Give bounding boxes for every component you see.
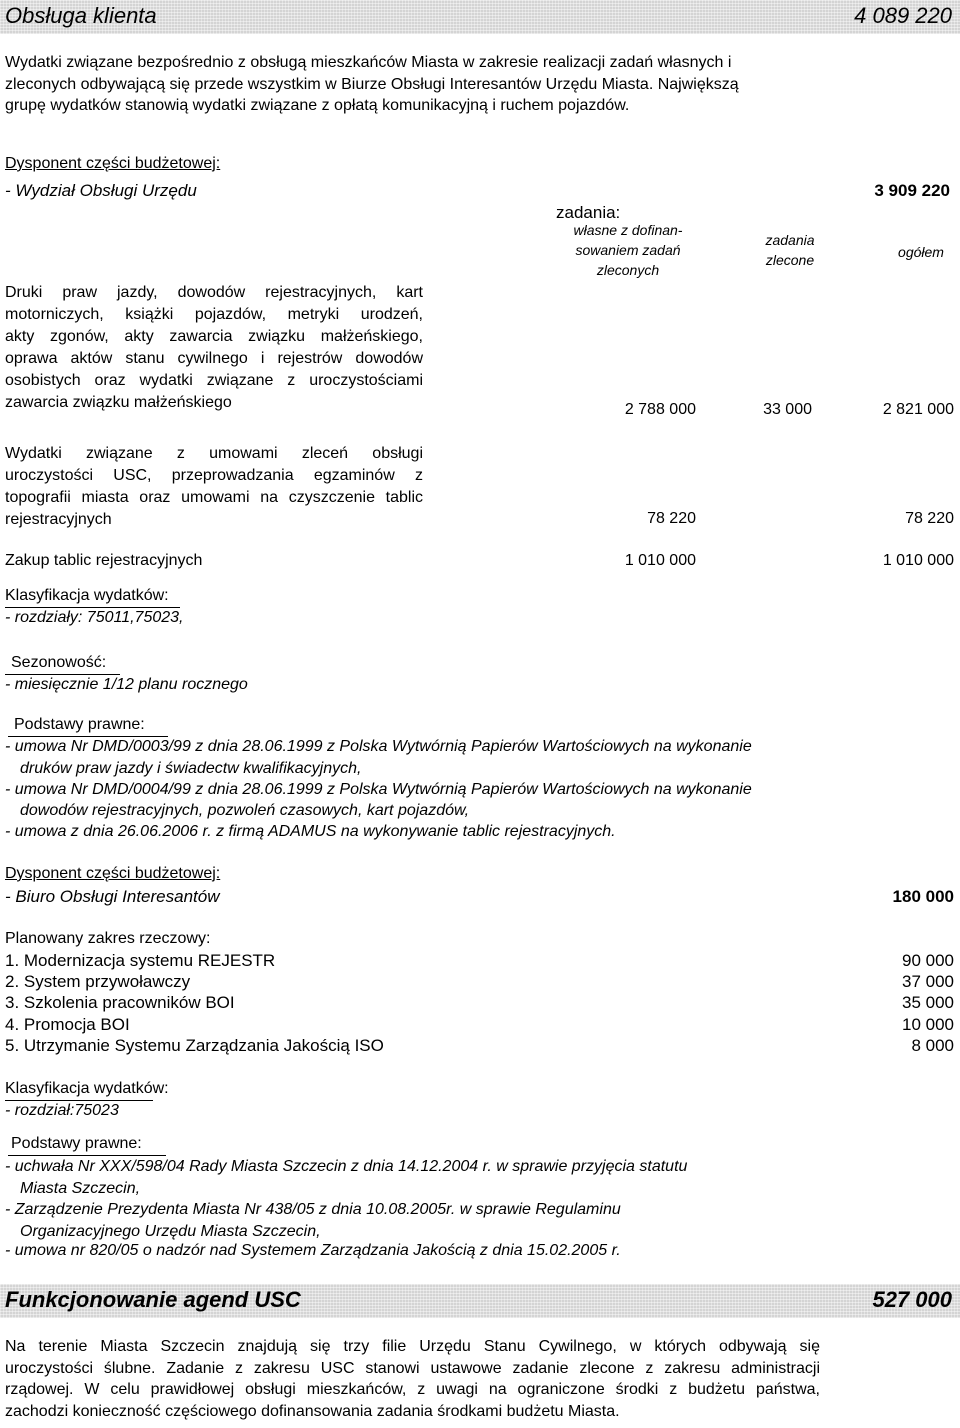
unit-amount: 180 000 <box>892 887 954 906</box>
intro-paragraph <box>5 52 935 117</box>
legal-basis-item: dowodów rejestracyjnych, pozwoleń czasowych, kart pojazdów, <box>20 802 470 819</box>
disponent-label: Dysponent części budżetowej: <box>5 865 221 882</box>
section-amount: 4 089 220 <box>854 3 952 28</box>
table-cell-own: 78 220 <box>647 510 696 527</box>
underline <box>8 1155 166 1156</box>
legal-basis-item: - umowa Nr DMD/0003/99 z dnia 28.06.1999 z Polska Wytwórnią Papierów Wartościowych na wykonanie <box>5 738 752 755</box>
intro-line: zleconych odbywającą się przede wszystkim w Biurze Obsługi Interesantów Urzędu Miasta. Największą <box>5 75 739 93</box>
table-row-description: Wydatki związane z umowami zleceń obsługi uroczystości USC, przeprowadzania egzaminów z topografii miasta oraz umowami na czyszczenie tablic rejestracyjnych <box>5 445 423 528</box>
underline <box>8 736 168 737</box>
intro-line: Wydatki związane bezpośrednio z obsługą mieszkańców Miasta w zakresie realizacji zadań własnych i <box>5 54 732 71</box>
table-row-description: Druki praw jazdy, dowodów rejestracyjnych, kart motorniczych, książki pojazdów, metryki urodzeń, akty zgonów, akty zawarcia związku małżeńskiego, oprawa aktów stanu cywilnego i rejestrów dowodów osobistych oraz wydatki związane z uroczystościami zawarcia związku małżeńskiego <box>5 284 423 411</box>
table-cell-commissioned: 33 000 <box>763 401 812 418</box>
table-row-description: Zakup tablic rejestracyjnych <box>5 552 203 569</box>
unit-amount: 3 909 220 <box>874 181 950 200</box>
plan-item-amount: 8 000 <box>911 1036 954 1055</box>
classification-label: Klasyfikacja wydatków: <box>5 1080 169 1097</box>
section-header-band <box>0 0 960 34</box>
table-cell-own: 1 010 000 <box>624 552 696 569</box>
plan-item-amount: 90 000 <box>902 951 954 970</box>
table-cell-total: 78 220 <box>905 510 954 527</box>
unit-name: - Biuro Obsługi Interesantów <box>5 887 220 906</box>
section-paragraph: Na terenie Miasta Szczecin znajdują się trzy filie Urzędu Stanu Cywilnego, w których odbywają się uroczystości ślubne. Zadanie z zakresu USC stanowi ustawowe zadanie zlecone z zakresu administracji rządowej. W celu prawidłowej obsługi mieszkańców, z uwagi na ograniczone środki z budżetu państwa, zachodzi konieczność częściowego dofinansowania zadania środkami budżetu Miasta. <box>5 1338 820 1420</box>
table-cell-total: 1 010 000 <box>882 552 954 569</box>
plan-item-label: 4. Promocja BOI <box>5 1015 130 1034</box>
table-group-header: zadania: <box>556 203 621 222</box>
plan-item-amount: 35 000 <box>902 993 954 1012</box>
legal-basis-item: - uchwała Nr XXX/598/04 Rady Miasta Szczecin z dnia 14.12.2004 r. w sprawie przyjęcia statutu <box>5 1158 688 1175</box>
plan-item-amount: 10 000 <box>902 1015 954 1034</box>
plan-label: Planowany zakres rzeczowy: <box>5 930 211 947</box>
legal-basis-item: Organizacyjnego Urzędu Miasta Szczecin, <box>20 1223 321 1240</box>
column-header-total: ogółem <box>898 244 944 260</box>
underline <box>5 674 120 675</box>
disponent-label: Dysponent części budżetowej: <box>5 155 221 172</box>
seasonality-value: - miesięcznie 1/12 planu rocznego <box>5 676 248 693</box>
section-amount: 527 000 <box>872 1287 952 1312</box>
section-title: Obsługa klienta <box>5 3 157 28</box>
unit-name: - Wydział Obsługi Urzędu <box>5 181 197 200</box>
underline <box>5 1100 153 1101</box>
legal-basis-item: druków praw jazdy i świadectw kwalifikacyjnych, <box>20 760 362 777</box>
legal-basis-item: - umowa nr 820/05 o nadzór nad Systemem Zarządzania Jakością z dnia 15.02.2005 r. <box>5 1242 621 1259</box>
plan-item-amount: 37 000 <box>902 972 954 991</box>
table-cell-own: 2 788 000 <box>624 401 696 418</box>
classification-value: - rozdziały: 75011,75023, <box>5 609 184 626</box>
plan-item-label: 3. Szkolenia pracowników BOI <box>5 993 235 1012</box>
section-title: Funkcjonowanie agend USC <box>5 1287 301 1312</box>
legal-basis-label: Podstawy prawne: <box>11 1135 142 1152</box>
classification-label: Klasyfikacja wydatków: <box>5 587 169 604</box>
legal-basis-label: Podstawy prawne: <box>14 716 145 733</box>
legal-basis-item: - umowa z dnia 26.06.2006 r. z firmą ADAMUS na wykonywanie tablic rejestracyjnych. <box>5 823 616 840</box>
table-cell-total: 2 821 000 <box>882 401 954 418</box>
underline <box>5 607 180 608</box>
section-header-band <box>0 1284 960 1318</box>
legal-basis-item: Miasta Szczecin, <box>20 1180 141 1197</box>
seasonality-label: Sezonowość: <box>11 654 107 671</box>
plan-item-label: 5. Utrzymanie Systemu Zarządzania Jakością ISO <box>5 1036 384 1055</box>
intro-line: grupę wydatków stanowią wydatki związane z opłatą komunikacyjną i ruchem pojazdów. <box>5 97 630 114</box>
column-header-commissioned: zadania zlecone <box>765 232 815 268</box>
legal-basis-item: - Zarządzenie Prezydenta Miasta Nr 438/05 z dnia 10.08.2005r. w sprawie Regulaminu <box>5 1201 621 1218</box>
legal-basis-item: - umowa Nr DMD/0004/99 z dnia 28.06.1999 z Polska Wytwórnią Papierów Wartościowych na wykonanie <box>5 781 752 798</box>
column-header-own: własne z dofinan- sowaniem zadań zleconych <box>573 222 683 278</box>
plan-item-label: 2. System przywoławczy <box>5 972 191 991</box>
classification-value: - rozdział:75023 <box>5 1102 119 1119</box>
plan-item-label: 1. Modernizacja systemu REJESTR <box>5 951 276 970</box>
